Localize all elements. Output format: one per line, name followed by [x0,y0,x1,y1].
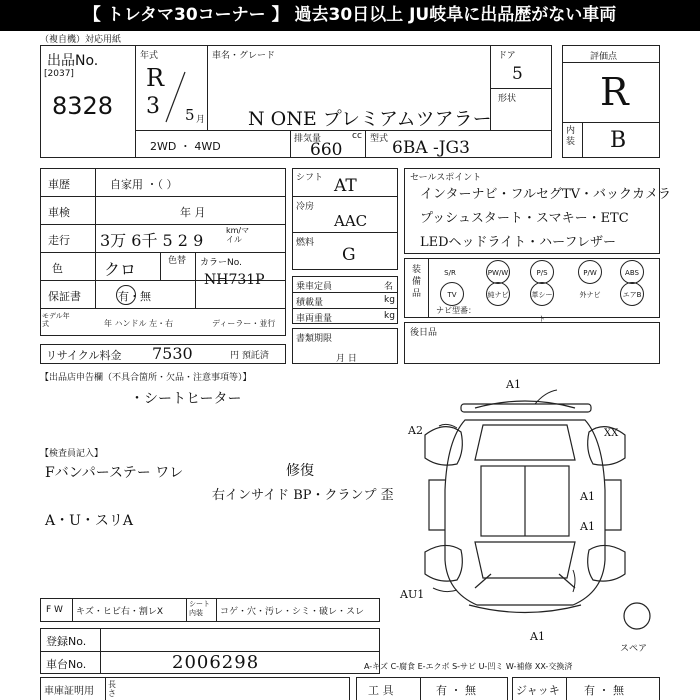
divider [365,130,366,158]
divider [216,598,217,622]
divider [562,122,660,123]
warranty-label: 保証書 [48,290,81,303]
doors-value: 5 [512,64,523,84]
fuel-label: 燃料 [296,238,315,248]
deadline-unit: 月 日 [336,354,357,364]
modelyear-label: モデル年式 [42,312,70,328]
divider [40,252,286,253]
damage-label: A1 [580,490,595,503]
post-items-box [404,322,660,364]
weight-label: 車両重量 [296,314,333,324]
equip-pww: PW/W [486,260,510,284]
name-label: 車名・グレード [212,51,276,61]
divider [566,677,567,700]
year-label: 年式 [140,51,159,61]
recycle-unit: 円 預託済 [230,351,269,361]
equip-navi: 純ナビ [486,282,510,306]
selling-line-2: プッシュスタート・スマキー・ETC [420,211,629,226]
selling-label: セールスポイント [410,173,482,183]
deadline-label: 書類期限 [296,334,333,344]
divider [420,677,421,700]
equip-abs: ABS [620,260,644,284]
drive-type: 2WD ・ 4WD [150,140,221,153]
month-label: 月 [196,115,206,125]
seat-label: シート内装 [189,600,210,617]
mileage-value: 3万 6千 5 2 9 [100,231,204,250]
capacity-label: 乗車定員 [296,282,333,292]
inspection-units: 年 月 [180,206,206,219]
damage-label: A1 [580,520,595,533]
color-change-label: 色替 [168,256,187,266]
lot-label: 出品No. [47,53,99,69]
divider [292,292,398,293]
history-value: 自家用 ・（ ） [110,178,178,191]
equip-pw: P/W [578,260,602,284]
inspector-label: 【検査員記入】 [40,449,104,459]
interior-label: 内装 [566,126,576,147]
divider [290,130,291,158]
capacity-unit: 名 [384,282,394,292]
year-era: R [146,64,165,92]
damage-label: A2 [408,424,423,437]
divider [582,122,583,158]
cert-dims: 長さ [108,680,116,698]
warranty-value: 有・無 [118,290,151,303]
year-num: 3 [146,94,160,119]
remarks-value: ・シートヒーター [130,391,242,407]
circle-mark-icon [116,285,136,305]
shift-value: AT [334,176,357,196]
recycle-value: 7530 [152,344,193,363]
repair-note: 修復 [286,463,314,479]
cert-label: 車庫証明用 [44,686,94,697]
divider [105,677,106,700]
form-header-fragment: （複自機）対応用紙 [40,35,122,45]
colorno-label: カラーNo. [200,258,242,268]
post-label: 後日品 [410,328,438,338]
weight-unit: kg [384,311,395,321]
fw-label: F W [46,605,63,615]
damage-label: XX [604,428,619,439]
divider [207,45,208,130]
interior-value: B [610,128,627,153]
jack-value: 有 ・ 無 [584,684,624,697]
divider [40,196,286,197]
cc-unit: cc [352,131,362,141]
doors-label: ドア [498,51,516,61]
load-unit: kg [384,295,395,305]
recycle-label: リサイクル料金 [46,349,122,362]
dealer-label: ディーラー・並行 [212,319,276,328]
cooler-label: 冷房 [296,202,315,212]
year-month: 5 [185,106,195,124]
damage-label: A1 [506,378,521,391]
cooler-value: AAC [334,212,368,230]
spare-label: スペア [620,644,648,654]
displacement-value: 660 [310,140,343,160]
divider [292,232,398,233]
tools-label: 工 具 [368,684,394,697]
equip-extnavi: 外ナビ [579,291,601,299]
divider [40,308,286,309]
divider [40,224,286,225]
name-value: N ONE プレミアムツアラー [248,108,492,130]
mileage-label: 走行 [48,234,70,247]
inspector-line-1: Fバンパーステー ワレ [45,465,184,481]
equip-leather: 革シート [530,282,554,306]
fuel-value: G [342,245,356,265]
mileage-unit: km/マイル [226,226,250,244]
jack-label: ジャッキ [516,684,560,697]
fw-items: キズ・ヒビ右・割レX [76,607,163,617]
model-value: 6BA -JG3 [392,138,470,158]
damage-label: AU1 [400,588,425,601]
history-label: 車歴 [48,178,70,191]
color-value: クロ [104,260,137,279]
divider [195,252,196,308]
divider [562,62,660,63]
tools-value: 有 ・ 無 [436,684,476,697]
car-diagram [405,380,660,630]
equip-label: 装備品 [412,265,422,299]
damage-legend: A-キズ C-腐食 E-エクボ S-サビ U-凹ミ W-補修 XX-交換済 [364,662,573,671]
handle-label: 年 ハンドル 左・右 [104,319,174,328]
shift-label: シフト [296,173,324,183]
inspection-label: 車検 [48,206,70,219]
divider [490,88,552,89]
inspector-line-2: A・U・スリA [45,513,134,529]
divider [428,258,429,318]
seat-items: コゲ・穴・汚レ・シミ・破レ・スレ [220,607,365,617]
divider [72,598,73,622]
divider [186,598,187,622]
equip-airbag: エアB [620,282,644,306]
score-value: R [600,70,629,114]
score-label: 評価点 [590,52,618,62]
lot-code: [2037] [44,69,74,79]
equip-ps: P/S [530,260,554,284]
divider [160,252,161,280]
selling-line-3: LEDヘッドライト・ハーフレザー [420,235,616,250]
registration-label: 登録No. [46,635,87,648]
colorno-value: NH731P [204,272,265,288]
lot-number: 8328 [52,92,114,120]
divider [100,628,101,674]
chassis-value: 2006298 [172,652,260,673]
divider [292,196,398,197]
color-label: 色 [52,262,63,275]
damage-label: A1 [530,630,545,643]
load-label: 積載量 [296,298,324,308]
divider [95,168,96,308]
chassis-label: 車台No. [46,658,87,671]
navi-type-label: ナビ型番： [436,306,476,315]
shape-label: 形状 [498,94,517,104]
divider [135,45,136,158]
banner: 【 トレタマ30コーナー 】 過去30日以上 JU岐阜に出品歴がない車両 [0,0,700,31]
selling-line-1: インターナビ・フルセグTV・バックカメラ [420,187,672,202]
equip-sr: S/R [444,269,456,277]
repair-line: 右インサイド BP・クランプ 歪 [212,488,394,503]
equip-tv: TV [440,282,464,306]
model-label: 型式 [370,134,389,144]
divider [292,308,398,309]
displacement-label: 排気量 [294,134,322,144]
remarks-label: 【出品店申告欄（不具合箇所・欠品・注意事項等）】 [40,373,252,383]
